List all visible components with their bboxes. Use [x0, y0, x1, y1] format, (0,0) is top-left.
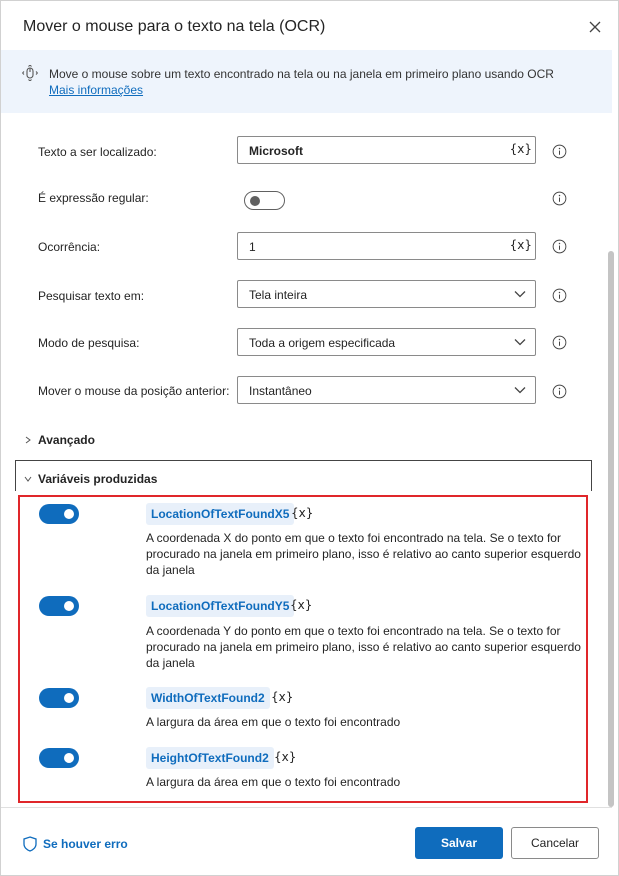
- search-mode-dropdown[interactable]: [237, 328, 536, 356]
- info-banner: [1, 50, 612, 113]
- variable-name-chip[interactable]: HeightOfTextFound2: [146, 747, 274, 769]
- info-icon[interactable]: [552, 191, 567, 206]
- chevron-down-icon: [514, 289, 526, 299]
- cancel-button[interactable]: Cancelar: [511, 827, 599, 859]
- variable-toggle[interactable]: [39, 596, 79, 616]
- variable-picker-icon[interactable]: {x}: [509, 142, 532, 156]
- text-to-find-value: Microsoft: [249, 144, 303, 158]
- variable-picker-icon[interactable]: {x}: [509, 238, 532, 252]
- search-in-value: Tela inteira: [249, 288, 308, 302]
- save-button[interactable]: Salvar: [415, 827, 503, 859]
- toggle-knob: [64, 601, 74, 611]
- on-error-label: Se houver erro: [43, 837, 128, 851]
- move-from-label: Mover o mouse da posição anterior:: [38, 384, 230, 398]
- variable-icon: {x}: [291, 506, 314, 520]
- shield-icon: [23, 836, 37, 852]
- close-icon: [589, 21, 601, 33]
- close-button[interactable]: [583, 15, 607, 39]
- banner-description: Move o mouse sobre um texto encontrado na tela ou na janela em primeiro plano usando OCR: [49, 67, 554, 81]
- chevron-down-icon: [514, 337, 526, 347]
- search-mode-value: Toda a origem especificada: [249, 336, 396, 350]
- search-in-label: Pesquisar texto em:: [38, 289, 145, 303]
- info-icon[interactable]: [552, 288, 567, 303]
- more-info-link[interactable]: Mais informações: [49, 83, 144, 97]
- variable-description: A coordenada Y do ponto em que o texto foi encontrado na tela. Se o texto for procurado na janela em primeiro plano, isso é relativo ao canto superior esquerdo da janela: [146, 624, 581, 670]
- search-mode-label: Modo de pesquisa:: [38, 336, 140, 350]
- occurrence-label: Ocorrência:: [38, 240, 101, 254]
- toggle-knob: [64, 693, 74, 703]
- variable-toggle[interactable]: [39, 748, 79, 768]
- search-in-dropdown[interactable]: [237, 280, 536, 308]
- variable-toggle[interactable]: [39, 688, 79, 708]
- chevron-right-icon: [24, 436, 32, 444]
- variable-description: A largura da área em que o texto foi encontrado: [146, 715, 401, 729]
- chevron-down-icon: [514, 385, 526, 395]
- info-icon[interactable]: [552, 335, 567, 350]
- toggle-knob: [64, 509, 74, 519]
- text-to-find-input[interactable]: [237, 136, 536, 164]
- move-from-dropdown[interactable]: [237, 376, 536, 404]
- text-to-find-label: Texto a ser localizado:: [38, 145, 157, 159]
- chevron-down-icon: [24, 475, 32, 483]
- dialog-title: Mover o mouse para o texto na tela (OCR): [23, 18, 326, 35]
- advanced-section-label: Avançado: [38, 433, 95, 447]
- info-icon[interactable]: [552, 239, 567, 254]
- variable-icon: {x}: [290, 598, 313, 612]
- info-icon[interactable]: [552, 384, 567, 399]
- occurrence-value: 1: [249, 240, 256, 254]
- info-icon[interactable]: [552, 144, 567, 159]
- variable-description: A coordenada X do ponto em que o texto foi encontrado na tela. Se o texto for procurado na janela em primeiro plano, isso é relativo ao canto superior esquerdo da janela: [146, 531, 581, 577]
- variable-description: A largura da área em que o texto foi encontrado: [146, 775, 401, 789]
- occurrence-input[interactable]: [237, 232, 536, 260]
- advanced-section-toggle[interactable]: [24, 433, 95, 447]
- variable-name-chip[interactable]: LocationOfTextFoundX5: [146, 503, 294, 525]
- toggle-knob: [250, 196, 260, 206]
- on-error-link[interactable]: [23, 836, 128, 852]
- variable-name-chip[interactable]: WidthOfTextFound2: [146, 687, 270, 709]
- variable-toggle[interactable]: [39, 504, 79, 524]
- variable-icon: {x}: [274, 750, 297, 764]
- regex-toggle[interactable]: [244, 191, 285, 210]
- variable-name-chip[interactable]: LocationOfTextFoundY5: [146, 595, 294, 617]
- footer-divider: [1, 807, 612, 808]
- regex-label: É expressão regular:: [38, 191, 149, 205]
- move-from-value: Instantâneo: [249, 384, 312, 398]
- scrollbar[interactable]: [608, 251, 614, 807]
- variable-icon: {x}: [271, 690, 294, 704]
- variables-section-toggle[interactable]: [24, 472, 157, 486]
- variables-section-label: Variáveis produzidas: [38, 472, 158, 486]
- toggle-knob: [64, 753, 74, 763]
- mouse-move-icon: [22, 65, 38, 81]
